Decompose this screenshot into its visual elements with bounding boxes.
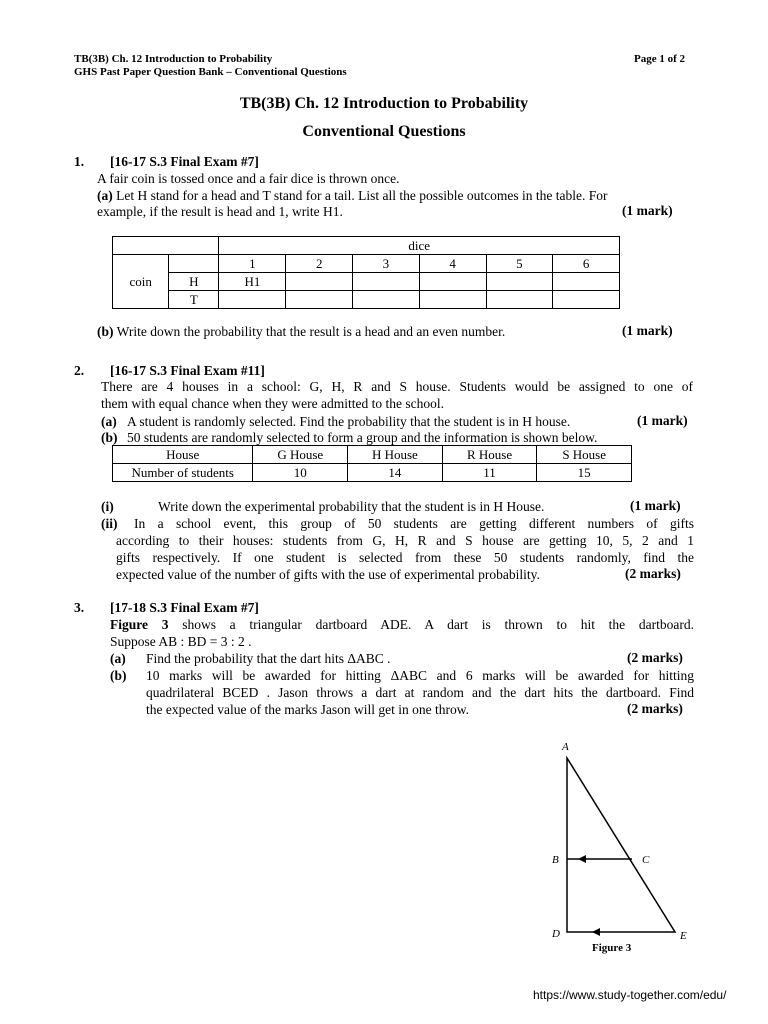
q3b-text-1: 10 marks will be awarded for hitting ΔABC and 6 marks will be awarded for hitting bbox=[146, 668, 694, 683]
arrow-de-icon bbox=[592, 928, 600, 936]
dice-header: dice bbox=[219, 237, 620, 255]
q1-number: 1. bbox=[74, 154, 85, 169]
dice-col-1: 1 bbox=[219, 255, 286, 273]
students-label: Number of students bbox=[113, 464, 253, 482]
q2bii-mark: (2 marks) bbox=[625, 566, 681, 581]
table-cell: 14 bbox=[348, 464, 443, 482]
q3a-mark: (2 marks) bbox=[627, 650, 683, 665]
table-row bbox=[113, 273, 620, 291]
q2a-label: (a) bbox=[101, 414, 117, 429]
row-label-t: T bbox=[169, 291, 219, 309]
q1-intro: A fair coin is tossed once and a fair dice is thrown once. bbox=[97, 171, 400, 186]
q3-intro-1 bbox=[110, 616, 694, 633]
label-d: D bbox=[552, 928, 560, 940]
table-cell: 15 bbox=[537, 464, 632, 482]
table-cell bbox=[419, 291, 486, 309]
table-cell bbox=[419, 273, 486, 291]
q1a-line-1 bbox=[97, 187, 608, 204]
q1a-mark: (1 mark) bbox=[622, 203, 673, 218]
coin-header: coin bbox=[113, 255, 169, 309]
q1b-text: Write down the probability that the result is a head and an even number. bbox=[113, 324, 506, 339]
table-cell bbox=[486, 291, 553, 309]
q3-figure-ref: Figure 3 bbox=[110, 617, 169, 632]
dice-col-3: 3 bbox=[353, 255, 420, 273]
q2-intro-2: them with equal chance when they were admitted to the school. bbox=[101, 396, 445, 411]
dice-col-5: 5 bbox=[486, 255, 553, 273]
table-cell: 10 bbox=[253, 464, 348, 482]
q2b-text: 50 students are randomly selected to form a group and the information is shown below. bbox=[127, 430, 598, 445]
q2bii-label: (ii) bbox=[101, 516, 118, 531]
q2-source: [16-17 S.3 Final Exam #11] bbox=[110, 363, 265, 378]
dice-col-2: 2 bbox=[286, 255, 353, 273]
dice-col-6: 6 bbox=[553, 255, 620, 273]
q2bii-text-2: according to their houses: students from G, H, R and S house are getting 10, 5, 2 and 1 bbox=[116, 533, 694, 548]
figure-caption: Figure 3 bbox=[592, 942, 632, 954]
house-r-header: R House bbox=[442, 446, 537, 464]
house-header: House bbox=[113, 446, 253, 464]
page-number: Page 1 of 2 bbox=[634, 53, 686, 65]
table-row bbox=[113, 291, 620, 309]
label-e: E bbox=[680, 930, 687, 942]
q1b-mark: (1 mark) bbox=[622, 323, 673, 338]
arrow-bc-icon bbox=[578, 855, 586, 863]
table-row bbox=[113, 464, 632, 482]
q2bi-mark: (1 mark) bbox=[630, 498, 681, 513]
q2a-text: A student is randomly selected. Find the probability that the student is in H house. bbox=[127, 414, 571, 429]
q3-source: [17-18 S.3 Final Exam #7] bbox=[110, 600, 259, 615]
q1b-label: (b) bbox=[97, 324, 114, 339]
q2-house-table bbox=[112, 445, 632, 482]
q1a-label: (a) bbox=[97, 188, 113, 203]
q3b-label: (b) bbox=[110, 668, 127, 683]
q3-intro-2: Suppose AB : BD = 3 : 2 . bbox=[110, 634, 252, 649]
q3b-text-2: quadrilateral BCED . Jason throws a dart at random and the dart hits the dartboard. Find bbox=[146, 685, 694, 700]
table-cell bbox=[553, 273, 620, 291]
table-cell: H1 bbox=[219, 273, 286, 291]
house-h-header: H House bbox=[348, 446, 443, 464]
page-subtitle: Conventional Questions bbox=[302, 123, 466, 140]
header-line-1: TB(3B) Ch. 12 Introduction to Probability bbox=[74, 53, 273, 65]
dice-col-4: 4 bbox=[419, 255, 486, 273]
q3a-label: (a) bbox=[110, 651, 126, 666]
house-s-header: S House bbox=[537, 446, 632, 464]
q1a-text: Let H stand for a head and T stand for a tail. List all the possible outcomes in the table. For bbox=[112, 188, 608, 203]
table-cell bbox=[353, 273, 420, 291]
footer-url[interactable]: https://www.study-together.com/edu/ bbox=[533, 988, 727, 1002]
house-g-header: G House bbox=[253, 446, 348, 464]
q1-source: [16-17 S.3 Final Exam #7] bbox=[110, 154, 259, 169]
table-cell bbox=[286, 291, 353, 309]
q2bi-label: (i) bbox=[101, 499, 114, 514]
table-cell bbox=[286, 273, 353, 291]
q2b-label: (b) bbox=[101, 430, 118, 445]
label-c: C bbox=[642, 854, 650, 866]
q3-intro-text: shows a triangular dartboard ADE. A dart is thrown to hit the dartboard. bbox=[168, 617, 694, 632]
q2-intro-1: There are 4 houses in a school: G, H, R and S house. Students would be assigned to one of bbox=[101, 379, 693, 394]
q1-outcome-table bbox=[112, 236, 620, 309]
q3b-text-3: the expected value of the marks Jason will get in one throw. bbox=[146, 702, 470, 717]
table-cell bbox=[353, 291, 420, 309]
table-cell-empty bbox=[169, 255, 219, 273]
q1b-line bbox=[97, 323, 505, 340]
q3-number: 3. bbox=[74, 600, 85, 615]
q1a-line-2: example, if the result is head and 1, write H1. bbox=[97, 204, 343, 219]
label-a: A bbox=[562, 741, 569, 753]
table-cell bbox=[553, 291, 620, 309]
row-label-h: H bbox=[169, 273, 219, 291]
q2bi-text: Write down the experimental probability that the student is in H House. bbox=[158, 499, 545, 514]
q2bii-text-4: expected value of the number of gifts with the use of experimental probability. bbox=[116, 567, 540, 582]
q3b-mark: (2 marks) bbox=[627, 701, 683, 716]
table-cell: 11 bbox=[442, 464, 537, 482]
label-b: B bbox=[552, 854, 559, 866]
table-corner bbox=[113, 237, 219, 255]
page-title: TB(3B) Ch. 12 Introduction to Probability bbox=[239, 95, 529, 112]
q3a-text: Find the probability that the dart hits ΔABC . bbox=[146, 651, 391, 666]
q2bii-text-3: gifts respectively. If one student is selected from these 50 students randomly, find the bbox=[116, 550, 694, 565]
figure-3-diagram bbox=[540, 735, 710, 960]
table-cell bbox=[219, 291, 286, 309]
triangle-ade bbox=[567, 758, 675, 932]
q2-number: 2. bbox=[74, 363, 85, 378]
header-line-2: GHS Past Paper Question Bank – Conventional Questions bbox=[74, 66, 347, 78]
table-cell bbox=[486, 273, 553, 291]
q2bii-text-1: In a school event, this group of 50 students are getting different numbers of gifts bbox=[134, 516, 694, 531]
q2a-mark: (1 mark) bbox=[637, 413, 688, 428]
